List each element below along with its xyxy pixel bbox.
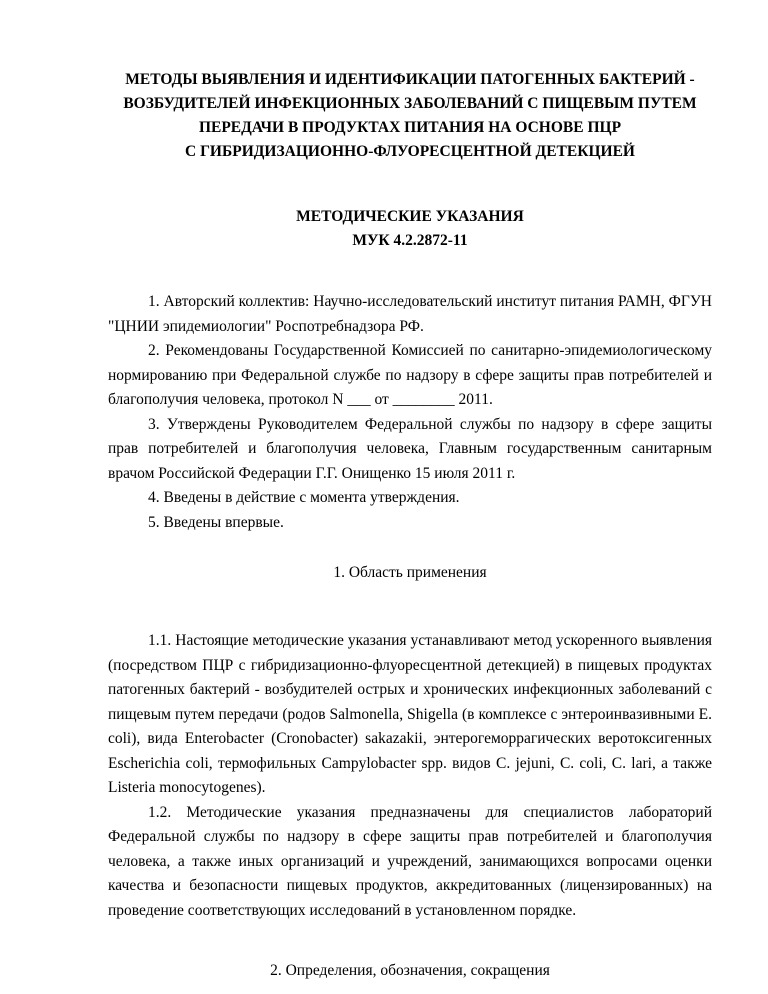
title-line: МЕТОДЫ ВЫЯВЛЕНИЯ И ИДЕНТИФИКАЦИИ ПАТОГЕННЫХ БАКТЕРИЙ - (125, 71, 695, 88)
preamble-item-first: 5. Введены впервые. (148, 513, 284, 531)
preamble-item-authors: 1. Авторский коллектив: Научно-исследовательский институт питания РАМН, ФГУН "ЦНИИ эпидемиологии" Роспотребнадзора РФ. (108, 293, 712, 335)
section-heading: 2. Определения, обозначения, сокращения (270, 962, 550, 979)
title-line: ВОЗБУДИТЕЛЕЙ ИНФЕКЦИОННЫХ ЗАБОЛЕВАНИЙ С ПИЩЕВЫМ ПУТЕМ (123, 95, 697, 112)
document-title (108, 68, 712, 164)
document-code: МУК 4.2.2872-11 (352, 232, 468, 249)
section-paragraph: 1.1. Настоящие методические указания устанавливают метод ускоренного выявления (посредством ПЦР с гибридизационно-флуоресцентной детекцией) в пищевых продуктах патогенных бактерий - возбудителей острых и хронических инфекционных заболеваний с пищевым путем передачи (родов Salmonella, Shigella (в комплексе с энтероинвазивными E. coli), вида Enterobacter (Cronobacter) sakazakii, энтерогеморрагических веротоксигенных Escherichia coli, термофильных Campylobacter spp. видов C. jejuni, C. coli, C. lari, а также Listeria monocytogenes). (108, 632, 712, 796)
document-type: МЕТОДИЧЕСКИЕ УКАЗАНИЯ (296, 208, 524, 225)
preamble-item-effective: 4. Введены в действие с момента утверждения. (148, 489, 460, 506)
section-body (108, 629, 712, 923)
preamble-item-recommended: 2. Рекомендованы Государственной Комиссией по санитарно-эпидемиологическому нормированию при Федеральной службе по надзору в сфере защиты прав потребителей и благополучия человека, протокол N ___ от ________ 2011. (108, 342, 712, 408)
preamble-item-approved: 3. Утверждены Руководителем Федеральной службы по надзору в сфере защиты прав потребителей и благополучия человека, Главным государственным санитарным врачом Российской Федерации Г.Г. Онищенко 15 июля 2011 г. (108, 415, 712, 482)
title-line: С ГИБРИДИЗАЦИОННО-ФЛУОРЕСЦЕНТНОЙ ДЕТЕКЦИЕЙ (185, 143, 635, 160)
preamble (108, 290, 712, 535)
section-heading: 1. Область применения (333, 564, 487, 581)
section-paragraph: 1.2. Методические указания предназначены для специалистов лабораторий Федеральной службы по надзору в сфере защиты прав потребителей и благополучия человека, а также иных организаций и учреждений, занимающихся вопросами оценки качества и безопасности пищевых продуктов, аккредитованных (лицензированных) на проведение соответствующих исследований в установленном порядке. (108, 803, 712, 919)
title-line: ПЕРЕДАЧИ В ПРОДУКТАХ ПИТАНИЯ НА ОСНОВЕ ПЦР (198, 119, 622, 136)
document-subtitle (108, 205, 712, 253)
